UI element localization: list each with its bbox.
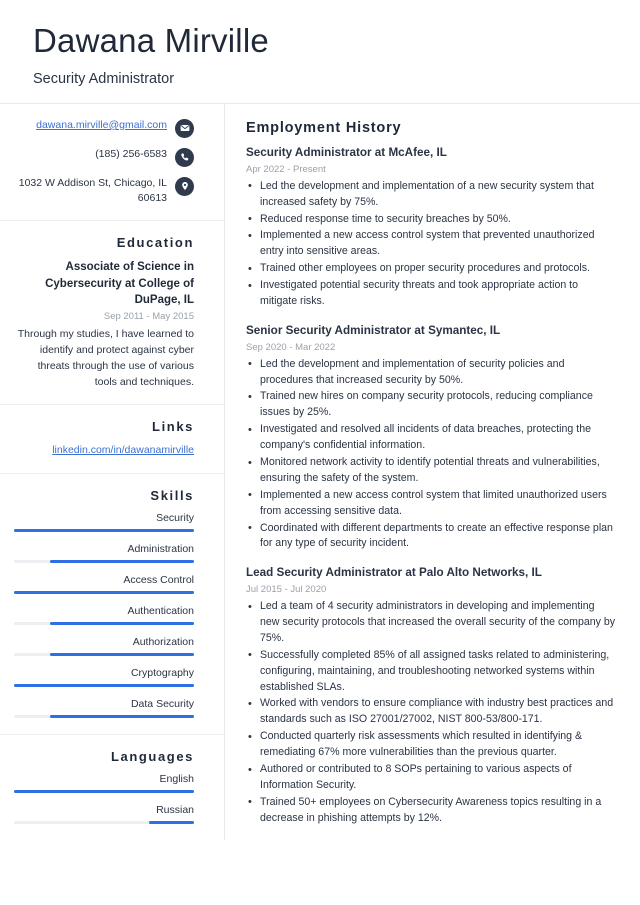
job-bullet-list [246, 599, 616, 826]
level-fill [14, 684, 194, 687]
skill-level-bar [14, 591, 194, 594]
contact-row [14, 147, 194, 167]
job-bullet: • Investigated and resolved all incidents of data breaches, protecting the company's confidential information. [246, 422, 616, 454]
skill-item [14, 512, 194, 532]
job-bullet: • Investigated potential security threats and took appropriate action to mitigate risks. [246, 278, 616, 310]
education-date: Sep 2011 - May 2015 [103, 311, 194, 323]
level-fill [149, 821, 194, 824]
skill-label: Cryptography [130, 667, 194, 680]
skill-label: Data Security [130, 698, 194, 711]
job-bullet: • Led a team of 4 security administrators in developing and implementing new security protocols that increased the overall security of the company by 75%. [246, 599, 616, 647]
languages-heading: Languages [110, 749, 194, 765]
links-heading: Links [152, 419, 194, 435]
skill-level-bar [14, 622, 194, 625]
job-title: Lead Security Administrator at Palo Alto Networks, IL [246, 566, 542, 580]
job-date-range: Apr 2022 - Present [246, 163, 326, 175]
job-bullet: • Implemented a new access control system that limited unauthorized users from accessing sensitive data. [246, 488, 616, 520]
employment-history-heading: Employment History [246, 119, 402, 136]
job-entry [246, 145, 616, 310]
skill-item [14, 667, 194, 687]
candidate-name: Dawana Mirville [33, 22, 269, 59]
education-degree: Associate of Science in Cybersecurity at College of DuPage, IL [45, 261, 194, 307]
job-bullet: • Monitored network activity to identify potential threats and vulnerabilities, ensuring the safety of the system. [246, 455, 616, 487]
level-fill [50, 653, 194, 656]
education-section [0, 221, 224, 404]
level-fill [14, 529, 194, 532]
contact-email-link[interactable]: dawana.mirville@gmail.com [36, 118, 167, 131]
skill-level-bar [14, 560, 194, 563]
job-bullet: • Reduced response time to security breaches by 50%. [246, 212, 616, 228]
level-fill [50, 560, 194, 563]
job-entry [246, 323, 616, 552]
language-level-bar [14, 821, 194, 824]
skill-label: Administration [127, 543, 194, 556]
skill-label: Authorization [132, 636, 194, 649]
job-bullet-list [246, 357, 616, 553]
candidate-job-title: Security Administrator [33, 70, 175, 87]
language-label: English [159, 773, 194, 786]
job-bullet: • Trained other employees on proper security procedures and protocols. [246, 261, 616, 277]
skill-item [14, 574, 194, 594]
resume-body [0, 104, 640, 840]
skill-label: Security [156, 512, 194, 525]
skill-label: Access Control [123, 574, 194, 587]
job-entry [246, 565, 616, 826]
job-bullet-list [246, 179, 616, 310]
job-date-range: Sep 2020 - Mar 2022 [246, 341, 336, 353]
job-title: Security Administrator at McAfee, IL [246, 145, 447, 159]
language-level-bar [14, 790, 194, 793]
language-label: Russian [156, 804, 194, 817]
skill-item [14, 605, 194, 625]
job-title: Senior Security Administrator at Symantec, IL [246, 323, 501, 337]
skills-heading: Skills [150, 488, 194, 504]
job-bullet: • Trained 50+ employees on Cybersecurity Awareness topics resulting in a decrease in phishing attempts by 12%. [246, 795, 616, 827]
skills-section [0, 474, 224, 734]
skill-level-bar [14, 684, 194, 687]
phone-icon [175, 148, 194, 167]
links-section [0, 405, 224, 473]
level-fill [14, 591, 194, 594]
skill-level-bar [14, 529, 194, 532]
level-fill [50, 715, 194, 718]
contact-row [14, 176, 194, 206]
education-description: Through my studies, I have learned to identify and protect against cyber threats through the use of various tools and techniques. [17, 328, 194, 388]
education-heading: Education [116, 235, 194, 251]
skill-item [14, 636, 194, 656]
sidebar [0, 104, 225, 840]
language-item [14, 773, 194, 793]
link-item[interactable]: linkedin.com/in/dawanamirville [52, 444, 194, 457]
skill-item [14, 543, 194, 563]
skill-level-bar [14, 715, 194, 718]
job-bullet: • Successfully completed 85% of all assigned tasks related to administering, configuring, maintaining, and troubleshooting networked systems within established SLAs. [246, 648, 616, 696]
level-fill [50, 622, 194, 625]
job-bullet: • Implemented a new access control system that prevented unauthorized entry into sensitive areas. [246, 228, 616, 260]
location-pin-icon [175, 177, 194, 196]
job-bullet: • Led the development and implementation of a new security system that increased safety by 75%. [246, 179, 616, 211]
envelope-icon [175, 119, 194, 138]
main-column [225, 104, 640, 840]
contact-row[interactable] [14, 118, 194, 138]
skill-item [14, 698, 194, 718]
job-bullet: • Conducted quarterly risk assessments which resulted in identifying & remediating 67% more vulnerabilities than the previous quarter. [246, 729, 616, 761]
skill-label: Authentication [127, 605, 194, 618]
languages-section [0, 735, 224, 840]
contact-section [0, 104, 224, 220]
job-bullet: • Coordinated with different departments to create an effective response plan for any type of security incident. [246, 521, 616, 553]
job-date-range: Jul 2015 - Jul 2020 [246, 584, 327, 596]
contact-text: 1032 W Addison St, Chicago, IL 60613 [18, 176, 167, 205]
contact-text: (185) 256-6583 [95, 147, 167, 160]
job-bullet: • Authored or contributed to 8 SOPs pertaining to various aspects of Information Security. [246, 762, 616, 794]
job-bullet: • Worked with vendors to ensure compliance with industry best practices and standards such as ISO 27001/27002, NIST 800-53/800-171. [246, 696, 616, 728]
job-bullet: • Trained new hires on company security protocols, reducing compliance issues by 25%. [246, 389, 616, 421]
skill-level-bar [14, 653, 194, 656]
language-item [14, 804, 194, 824]
job-bullet: • Led the development and implementation of security policies and procedures that increased security by 50%. [246, 357, 616, 389]
resume-header [0, 0, 640, 103]
level-fill [14, 790, 194, 793]
